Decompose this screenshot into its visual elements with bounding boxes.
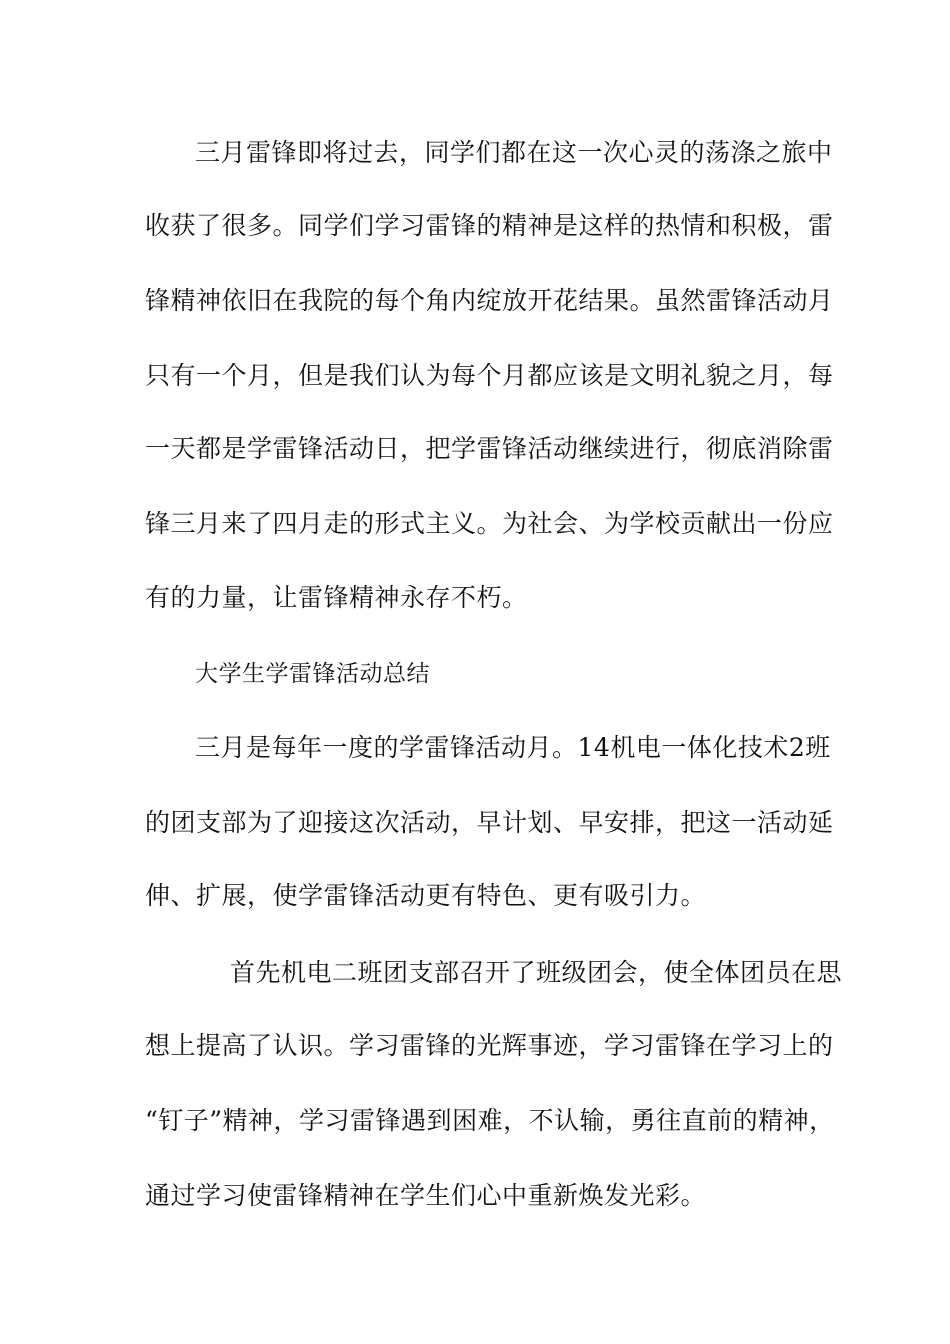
paragraph-line: 只有一个月，但是我们认为每个月都应该是文明礼貌之月，每	[145, 361, 834, 390]
paragraph-line: 锋三月来了四月走的形式主义。为社会、为学校贡献出一份应	[145, 509, 834, 538]
paragraph-line: 通过学习使雷锋精神在学生们心中重新焕发光彩。	[145, 1181, 707, 1210]
paragraph-line: 锋精神依旧在我院的每个角内绽放开花结果。虽然雷锋活动月	[145, 286, 834, 315]
section-heading: 大学生学雷锋活动总结	[195, 661, 430, 687]
paragraph-line: 一天都是学雷锋活动日，把学雷锋活动继续进行，彻底消除雷	[145, 434, 834, 463]
paragraph-line: 伸、扩展，使学雷锋活动更有特色、更有吸引力。	[145, 881, 707, 910]
paragraph-line: “钉子”精神，学习雷锋遇到困难，不认输，勇往直前的精神，	[145, 1106, 835, 1135]
paragraph-line: 三月是每年一度的学雷锋活动月。14机电一体化技术2班	[195, 733, 831, 762]
paragraph-line: 想上提高了认识。学习雷锋的光辉事迹，学习雷锋在学习上的	[145, 1031, 834, 1060]
paragraph-line: 有的力量，让雷锋精神永存不朽。	[145, 583, 528, 612]
paragraph-line: 收获了很多。同学们学习雷锋的精神是这样的热情和积极，雷	[145, 211, 834, 240]
paragraph-line: 三月雷锋即将过去，同学们都在这一次心灵的荡涤之旅中	[195, 138, 833, 167]
paragraph-line: 首先机电二班团支部召开了班级团会，使全体团员在思	[230, 958, 843, 987]
paragraph-line: 的团支部为了迎接这次活动，早计划、早安排，把这一活动延	[145, 808, 834, 837]
